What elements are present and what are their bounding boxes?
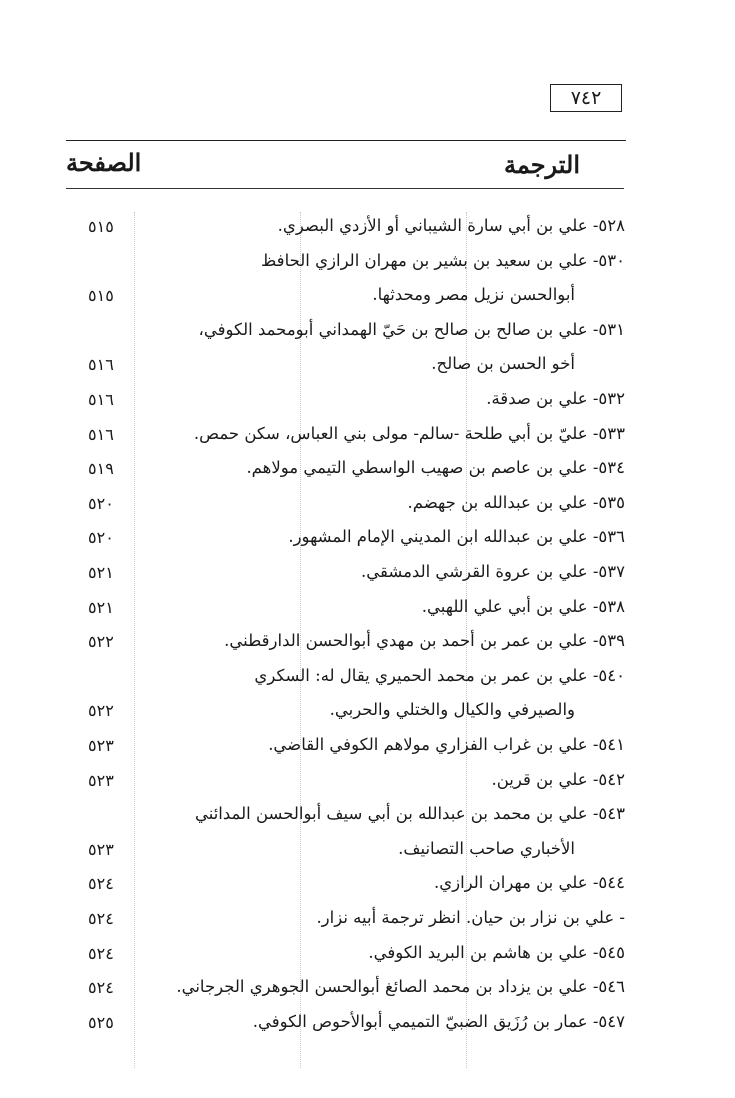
- entry-title: ٥٣٤- علي بن عاصم بن صهيب الواسطي التيمي مولاهم.: [246, 458, 625, 477]
- entry-page-number: ٥١٥: [88, 217, 114, 236]
- entry-title: ٥٤٧- عمار بن رُزَيق الضبيّ التميمي أبوالأحوص الكوفي.: [252, 1012, 625, 1031]
- entry-page-number: ٥٢٣: [88, 771, 114, 790]
- entry-page-number: ٥١٩: [88, 459, 114, 478]
- column-header-page: الصفحة: [66, 148, 142, 177]
- entry-title: ٥٣٥- علي بن عبدالله بن جهضم.: [407, 493, 625, 512]
- entry-page-number: ٥٢٠: [88, 494, 114, 513]
- header-rule: [66, 188, 624, 189]
- entry-continuation: الأخباري صاحب التصانيف.: [398, 839, 575, 858]
- page-number-box: ٧٤٢: [550, 84, 622, 112]
- entry-page-number: ٥٢٣: [88, 736, 114, 755]
- entry-title: - علي بن نزار بن حيان. انظر ترجمة أبيه نزار.: [316, 908, 625, 927]
- entry-title: ٥٢٨- علي بن أبي سارة الشيباني أو الأزدي البصري.: [277, 216, 625, 235]
- entry-page-number: ٥٢٠: [88, 528, 114, 547]
- entry-title: ٥٤٥- علي بن هاشم بن البريد الكوفي.: [368, 943, 625, 962]
- entry-page-number: ٥١٦: [88, 425, 114, 444]
- entry-title: ٥٣٠- علي بن سعيد بن بشير بن مهران الرازي الحافظ: [261, 251, 625, 270]
- entry-title: ٥٣٧- علي بن عروة القرشي الدمشقي.: [361, 562, 625, 581]
- entry-title: ٥٤٠- علي بن عمر بن محمد الحميري يقال له: السكري: [254, 666, 625, 685]
- entry-title: ٥٤١- علي بن غراب الفزاري مولاهم الكوفي القاضي.: [268, 735, 625, 754]
- entry-page-number: ٥٢٤: [88, 944, 114, 963]
- column-header-title: الترجمة: [503, 150, 580, 179]
- entry-title: ٥٣٢- علي بن صدقة.: [486, 389, 625, 408]
- entry-title: ٥٤٦- علي بن يزداد بن محمد الصائغ أبوالحسن الجوهري الجرجاني.: [176, 977, 625, 996]
- entry-title: ٥٤٤- علي بن مهران الرازي.: [433, 873, 625, 892]
- entry-continuation: والصيرفي والكيال والختلي والحربي.: [329, 700, 575, 719]
- entry-title: ٥٣٦- علي بن عبدالله ابن المديني الإمام المشهور.: [288, 527, 625, 546]
- entry-page-number: ٥٢٥: [88, 1013, 114, 1032]
- top-rule: [66, 140, 626, 141]
- entry-page-number: ٥٢٤: [88, 978, 114, 997]
- entry-title: ٥٤٣- علي بن محمد بن عبدالله بن أبي سيف أبوالحسن المدائني: [194, 804, 625, 823]
- entry-page-number: ٥٢١: [88, 598, 114, 617]
- entry-title: ٥٣٣- عليّ بن أبي طلحة -سالم- مولى بني العباس، سكن حمص.: [193, 424, 625, 443]
- entry-page-number: ٥٢٤: [88, 874, 114, 893]
- entry-title: ٥٣٩- علي بن عمر بن أحمد بن مهدي أبوالحسن الدارقطني.: [224, 631, 625, 650]
- entry-page-number: ٥١٦: [88, 390, 114, 409]
- entry-title: ٥٣٨- علي بن أبي علي اللهبي.: [421, 597, 625, 616]
- entry-title: ٥٣١- علي بن صالح بن صالح بن حَيّ الهمداني أبومحمد الكوفي،: [198, 320, 625, 339]
- entry-page-number: ٥١٥: [88, 286, 114, 305]
- entry-page-number: ٥٢٣: [88, 840, 114, 859]
- entry-continuation: أخو الحسن بن صالح.: [431, 354, 575, 373]
- entry-page-number: ٥٢٤: [88, 909, 114, 928]
- entry-page-number: ٥٢٢: [88, 701, 114, 720]
- entry-page-number: ٥١٦: [88, 355, 114, 374]
- entry-title: ٥٤٢- علي بن قرين.: [491, 770, 625, 789]
- entry-page-number: ٥٢٢: [88, 632, 114, 651]
- entry-continuation: أبوالحسن نزيل مصر ومحدثها.: [372, 285, 575, 304]
- entry-page-number: ٥٢١: [88, 563, 114, 582]
